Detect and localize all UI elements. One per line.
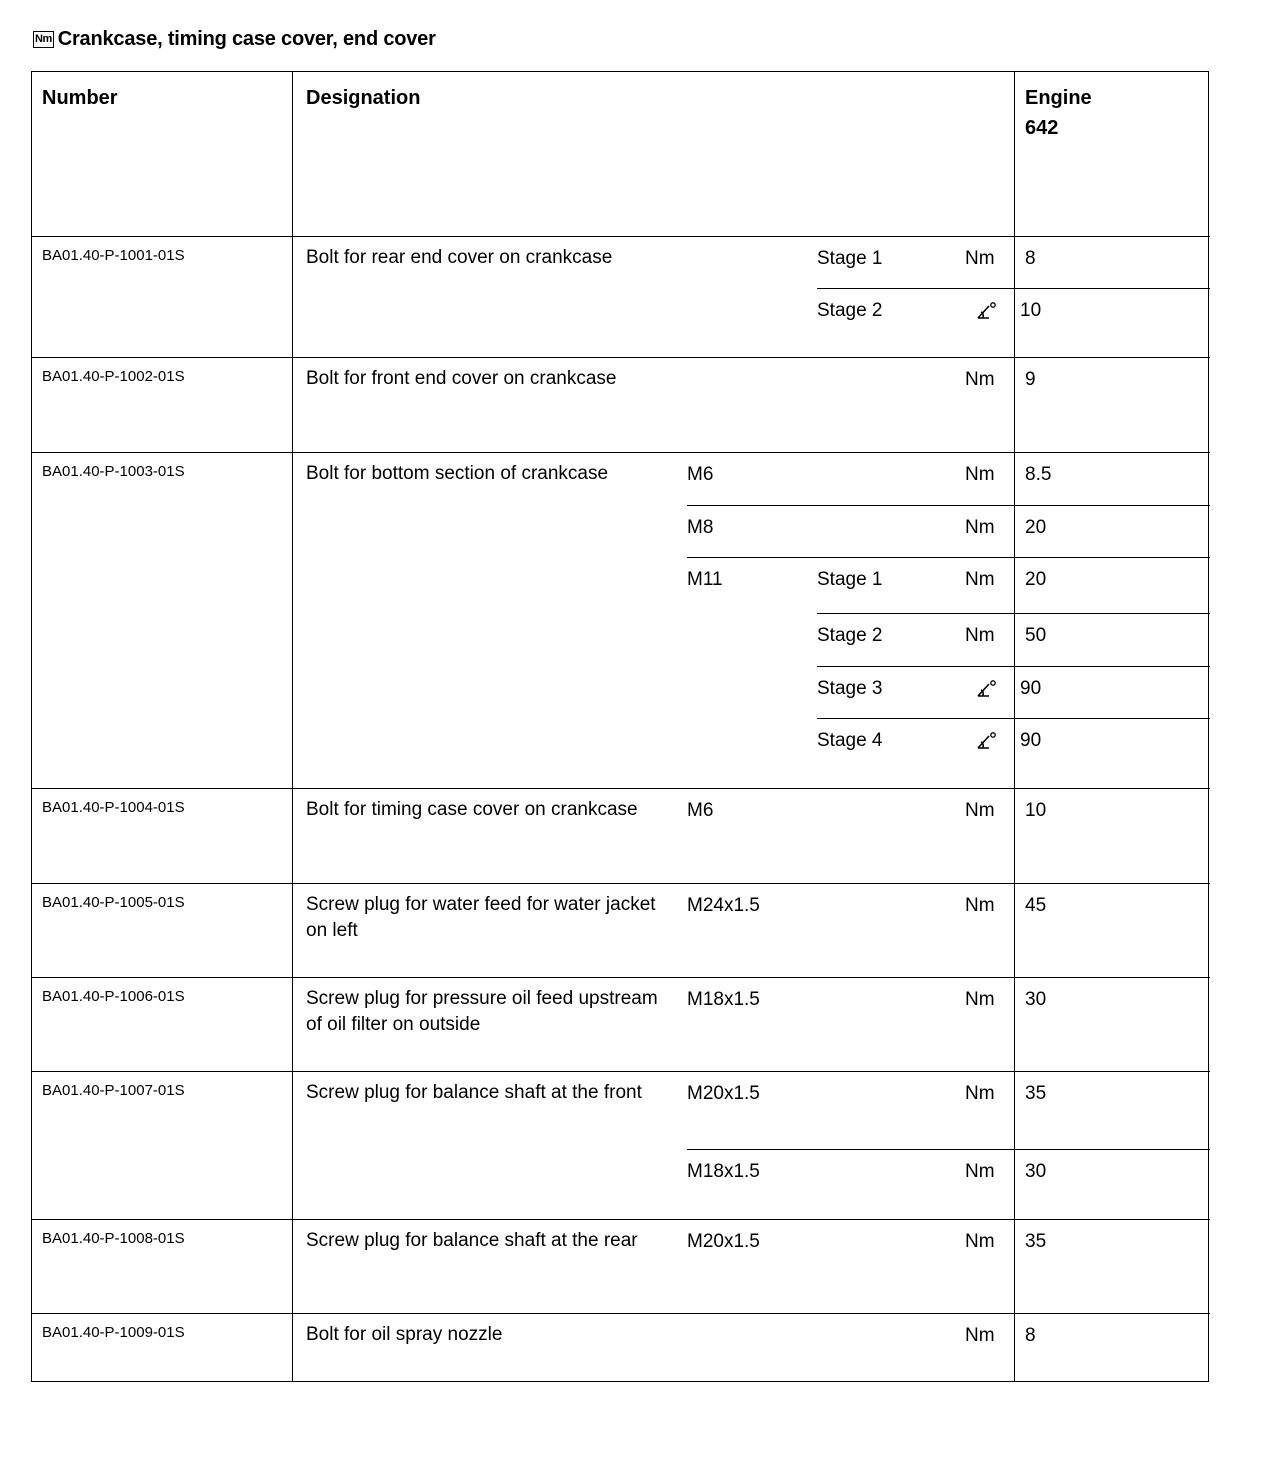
torque-value: 35 [1025, 1231, 1047, 1252]
torque-table [31, 71, 1209, 1382]
torque-value: 9 [1025, 369, 1036, 390]
thread-size: M18x1.5 [687, 989, 760, 1010]
torque-unit: Nm [965, 895, 995, 916]
part-number: BA01.40-P-1009-01S [42, 1324, 185, 1341]
tightening-stage: Stage 2 [817, 300, 883, 321]
header-engine: Engine [1025, 87, 1092, 109]
header-number: Number [42, 87, 118, 109]
torque-value: 20 [1025, 569, 1047, 590]
sub-row-separator [687, 1149, 1210, 1150]
torque-unit: Nm [965, 369, 995, 390]
torque-unit: Nm [965, 517, 995, 538]
torque-unit: Nm [965, 569, 995, 590]
part-designation: Bolt for rear end cover on crankcase [306, 247, 613, 268]
row-separator [32, 236, 1210, 237]
page-title [33, 24, 436, 54]
thread-size: M20x1.5 [687, 1083, 760, 1104]
part-number: BA01.40-P-1003-01S [42, 463, 185, 480]
tightening-stage: Stage 3 [817, 678, 883, 699]
row-separator [32, 1071, 1210, 1072]
torque-value: 8.5 [1025, 464, 1052, 485]
part-number: BA01.40-P-1002-01S [42, 368, 185, 385]
part-number: BA01.40-P-1004-01S [42, 799, 185, 816]
column-divider [292, 72, 293, 1381]
part-designation: Screw plug for balance shaft at the front [306, 1082, 642, 1103]
thread-size: M11 [687, 569, 723, 590]
sub-row-separator [817, 613, 1210, 614]
angle-degree-icon [975, 730, 997, 752]
tightening-stage: Stage 4 [817, 730, 883, 751]
thread-size: M8 [687, 517, 714, 538]
header-designation: Designation [306, 87, 421, 109]
header-engine-model: 642 [1025, 117, 1059, 139]
torque-nm-icon: Nm [33, 31, 54, 48]
torque-value: 10 [1025, 800, 1047, 821]
row-separator [32, 357, 1210, 358]
part-number: BA01.40-P-1001-01S [42, 247, 185, 264]
thread-size: M20x1.5 [687, 1231, 760, 1252]
torque-unit: Nm [965, 1161, 995, 1182]
tightening-stage: Stage 2 [817, 625, 883, 646]
torque-value: 50 [1025, 625, 1047, 646]
sub-row-separator [687, 505, 1210, 506]
torque-value: 30 [1025, 989, 1047, 1010]
torque-unit: Nm [965, 625, 995, 646]
part-number: BA01.40-P-1005-01S [42, 894, 185, 911]
torque-unit: Nm [965, 1083, 995, 1104]
sub-row-separator [687, 557, 1210, 558]
part-designation: Screw plug for water feed for water jacket on left [306, 894, 656, 941]
part-number: BA01.40-P-1006-01S [42, 988, 185, 1005]
torque-value: 8 [1025, 248, 1036, 269]
part-designation: Bolt for oil spray nozzle [306, 1324, 503, 1345]
column-divider [1014, 72, 1015, 1381]
row-separator [32, 1219, 1210, 1220]
part-designation: Bolt for front end cover on crankcase [306, 368, 617, 389]
thread-size: M24x1.5 [687, 895, 760, 916]
part-designation: Bolt for timing case cover on crankcase [306, 799, 638, 820]
sub-row-separator [817, 718, 1210, 719]
row-separator [32, 788, 1210, 789]
part-designation: Bolt for bottom section of crankcase [306, 463, 609, 484]
row-separator [32, 977, 1210, 978]
part-designation: Screw plug for pressure oil feed upstream of oil filter on outside [306, 988, 658, 1035]
part-number: BA01.40-P-1007-01S [42, 1082, 185, 1099]
torque-unit: Nm [965, 1325, 995, 1346]
torque-value: 10 [1020, 300, 1042, 321]
torque-unit: Nm [965, 1231, 995, 1252]
part-designation: Screw plug for balance shaft at the rear [306, 1230, 638, 1251]
torque-value: 90 [1020, 678, 1042, 699]
torque-value: 35 [1025, 1083, 1047, 1104]
row-separator [32, 452, 1210, 453]
tightening-stage: Stage 1 [817, 569, 883, 590]
sub-row-separator [817, 288, 1210, 289]
angle-degree-icon [975, 300, 997, 322]
sub-row-separator [817, 666, 1210, 667]
row-separator [32, 1313, 1210, 1314]
torque-unit: Nm [965, 989, 995, 1010]
torque-unit: Nm [965, 464, 995, 485]
thread-size: M6 [687, 800, 714, 821]
torque-value: 20 [1025, 517, 1047, 538]
page-title-text: Crankcase, timing case cover, end cover [57, 27, 436, 50]
thread-size: M6 [687, 464, 714, 485]
row-separator [32, 883, 1210, 884]
torque-unit: Nm [965, 248, 995, 269]
tightening-stage: Stage 1 [817, 248, 883, 269]
torque-unit: Nm [965, 800, 995, 821]
angle-degree-icon [975, 678, 997, 700]
thread-size: M18x1.5 [687, 1161, 760, 1182]
torque-value: 90 [1020, 730, 1042, 751]
torque-value: 45 [1025, 895, 1047, 916]
torque-value: 30 [1025, 1161, 1047, 1182]
torque-value: 8 [1025, 1325, 1036, 1346]
part-number: BA01.40-P-1008-01S [42, 1230, 185, 1247]
